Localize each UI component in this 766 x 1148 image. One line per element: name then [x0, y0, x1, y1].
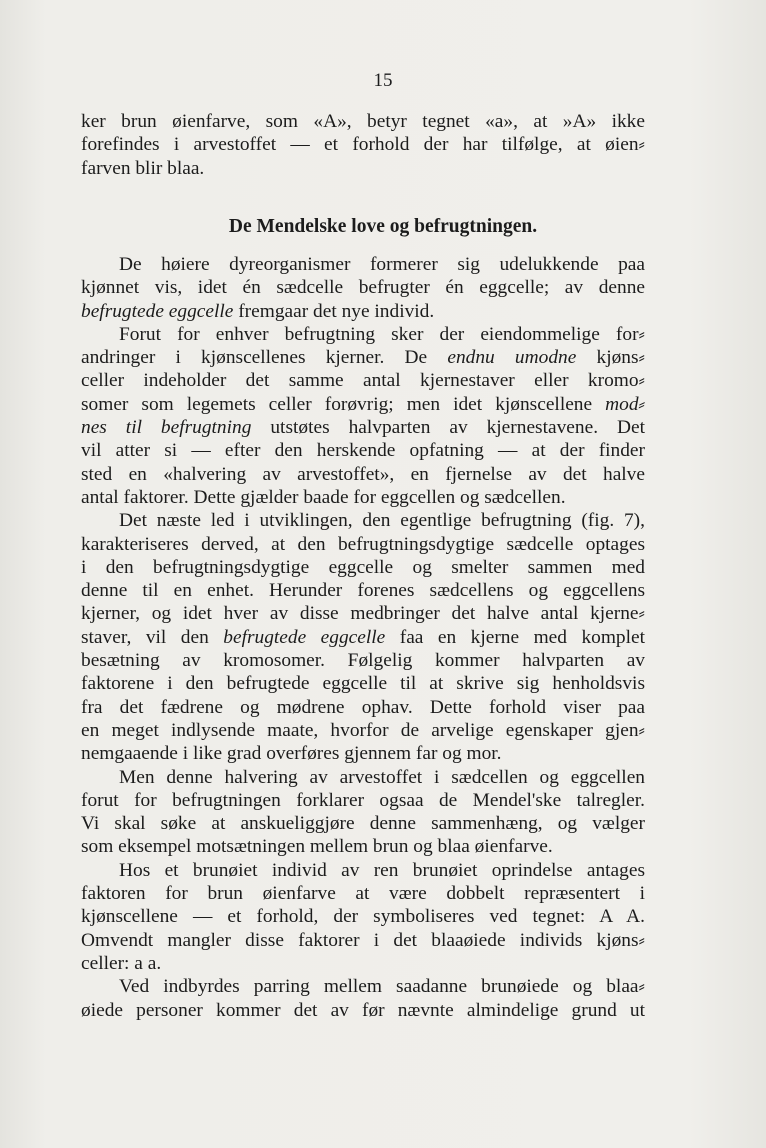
text-line [81, 439, 645, 462]
text-run: sted en «halvering av arvestoffet», en fjernelse av det halve [81, 463, 645, 485]
section-body [81, 253, 645, 1022]
text-run: Vi skal søke at anskueliggjøre denne sammenhæng, og vælger [81, 813, 645, 835]
text-run: kjerner, og idet hver av disse medbringer det halve antal kjerne⸗ [81, 603, 645, 625]
text-run: en meget indlysende maate, hvorfor de arvelige egenskaper gjen⸗ [81, 719, 645, 741]
text-run: andringer i kjønscellenes kjerner. De [81, 347, 448, 369]
text-line [81, 253, 645, 276]
text-line [81, 369, 645, 392]
text-run: besætning av kromosomer. Følgelig kommer halvparten av [81, 650, 645, 672]
section-heading: De Mendelske love og befrugtningen. [228, 216, 538, 237]
text-line [81, 463, 645, 486]
text-run: nemgaaende i like grad overføres gjennem far og mor. [81, 743, 502, 765]
text-line [81, 626, 645, 649]
paragraph [81, 323, 645, 509]
text-line [81, 556, 645, 579]
text-line [81, 110, 645, 133]
text-line [81, 882, 645, 905]
paragraph [81, 110, 645, 180]
text-run: utstøtes halvparten av kjernestavene. Det [251, 417, 645, 439]
text-run: Hos et brunøiet individ av ren brunøiet oprindelse antages [119, 859, 645, 881]
text-line [81, 719, 645, 742]
text-line [81, 812, 645, 835]
italic-text: befrugtede eggcelle [81, 300, 234, 322]
text-run: øiede personer kommer det av før nævnte almindelige grund ut [81, 999, 645, 1021]
text-run: faa en kjerne med komplet [385, 626, 645, 648]
text-run: Omvendt mangler disse faktorer i det blaaøiede individs kjøns⸗ [81, 929, 645, 951]
text-run: Men denne halvering av arvestoffet i sædcellen og eggcellen [119, 766, 645, 788]
text-line [81, 579, 645, 602]
text-line [81, 789, 645, 812]
text-run: kjønscellene — et forhold, der symboliseres ved tegnet: A A. [81, 906, 645, 928]
text-run: vil atter si — efter den herskende opfatning — at der finder [81, 440, 645, 462]
text-line [81, 157, 645, 180]
text-line [81, 323, 645, 346]
text-run: i den befrugtningsdygtige eggcelle og smelter sammen med [81, 556, 645, 578]
text-line [81, 975, 645, 998]
text-line [81, 905, 645, 928]
paragraph [81, 509, 645, 765]
text-run: Ved indbyrdes parring mellem saadanne brunøiede og blaa⸗ [119, 976, 645, 998]
text-line [81, 835, 645, 858]
page-number: 15 [373, 70, 393, 91]
text-line [81, 952, 645, 975]
text-line [81, 742, 645, 765]
text-run: celler: a a. [81, 952, 162, 974]
text-line [81, 649, 645, 672]
text-line [81, 766, 645, 789]
text-line [81, 300, 645, 323]
text-run: De høiere dyreorganismer formerer sig udelukkende paa [119, 254, 645, 275]
italic-text: nes til befrugtning [81, 417, 252, 439]
text-line [81, 416, 645, 439]
paragraph [81, 766, 645, 859]
text-line [81, 509, 645, 532]
italic-text: mod⸗ [605, 393, 645, 415]
text-line [81, 602, 645, 625]
text-line [81, 486, 645, 509]
text-line [81, 393, 645, 416]
text-line [81, 696, 645, 719]
text-run: staver, vil den [81, 626, 224, 648]
text-run: fra det fædrene og mødrene ophav. Dette forhold viser paa [81, 696, 645, 718]
text-line [81, 859, 645, 882]
intro-text [81, 110, 645, 180]
text-run: kjøns⸗ [576, 347, 645, 369]
text-run: forut for befrugtningen forklarer ogsaa de Mendel'ske talregler. [81, 789, 645, 811]
paragraph [81, 975, 645, 1022]
text-run: faktorene i den befrugtede eggcelle til at skrive sig henholdsvis [81, 673, 645, 695]
text-run: forefindes i arvestoffet — et forhold der har tilfølge, at øien⸗ [81, 134, 645, 156]
text-run: faktoren for brun øienfarve at være dobbelt repræsentert i [81, 883, 645, 905]
text-line [81, 533, 645, 556]
text-line [81, 133, 645, 156]
text-run: somer som legemets celler forøvrig; men idet kjønscellene [81, 393, 606, 415]
paragraph [81, 253, 645, 323]
italic-text: endnu umodne [447, 347, 577, 369]
text-run: fremgaar det nye individ. [233, 300, 435, 322]
text-line [81, 929, 645, 952]
text-run: karakteriseres derved, at den befrugtningsdygtige sædcelle optages [81, 533, 645, 555]
text-run: denne til en enhet. Herunder forenes sædcellens og eggcellens [81, 580, 645, 602]
paragraph [81, 859, 645, 975]
text-run: farven blir blaa. [81, 157, 205, 179]
text-run: celler indeholder det samme antal kjernestaver eller kromo⸗ [81, 370, 645, 392]
text-line [81, 672, 645, 695]
text-line [81, 276, 645, 299]
text-run: som eksempel motsætningen mellem brun og blaa øienfarve. [81, 836, 553, 858]
italic-text: befrugtede eggcelle [223, 626, 386, 648]
text-run: Forut for enhver befrugtning sker der eiendommelige for⸗ [119, 323, 645, 345]
text-line [81, 346, 645, 369]
text-run: kjønnet vis, idet én sædcelle befrugter én eggcelle; av denne [81, 277, 645, 299]
text-run: ker brun øienfarve, som «A», betyr tegnet «a», at »A» ikke [81, 111, 645, 132]
text-run: antal faktorer. Dette gjælder baade for eggcellen og sædcellen. [81, 486, 566, 508]
text-run: Det næste led i utviklingen, den egentlige befrugtning (fig. 7), [119, 510, 645, 532]
text-line [81, 999, 645, 1022]
